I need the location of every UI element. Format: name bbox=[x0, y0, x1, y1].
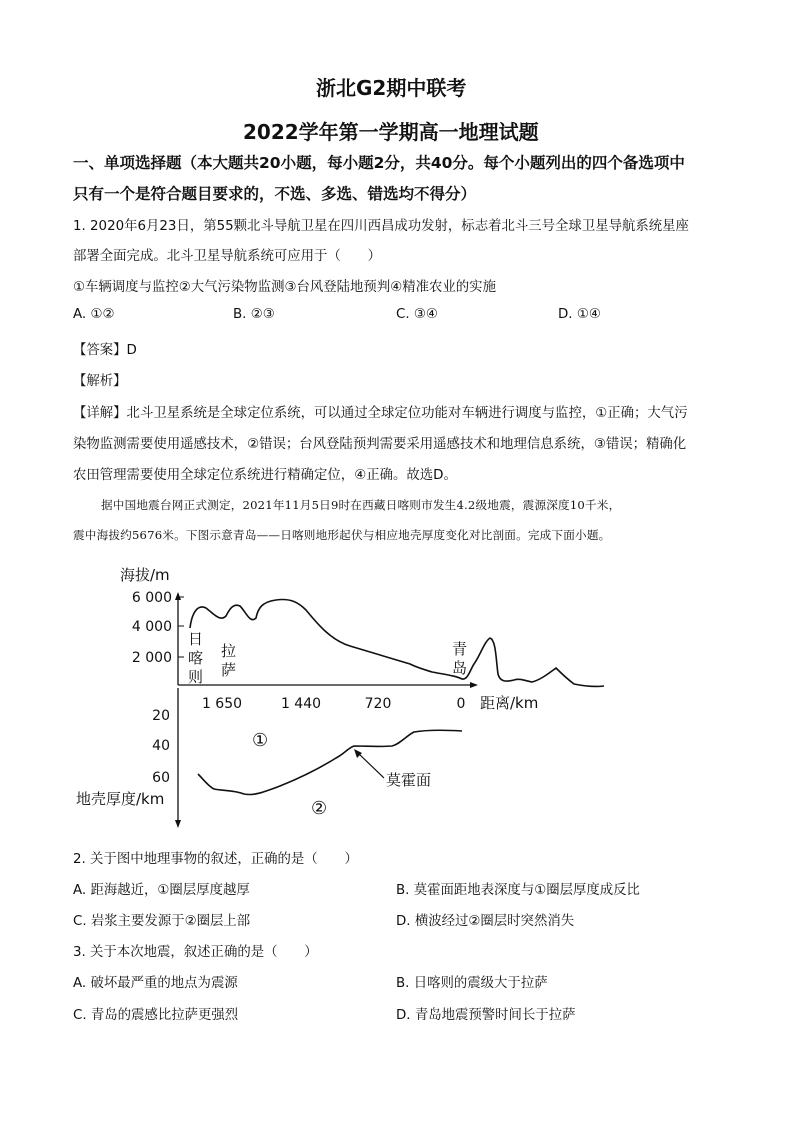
x-tick-0: 0 bbox=[456, 696, 466, 712]
label-qingdao-2: 岛 bbox=[452, 659, 468, 677]
moho-label: 莫霍面 bbox=[386, 771, 432, 789]
label-qingdao-1: 青 bbox=[452, 640, 468, 658]
x-tick-720: 720 bbox=[364, 696, 392, 712]
label-qingdao bbox=[452, 640, 467, 677]
q3-option-c: C. 青岛的震感比拉萨更强烈 bbox=[73, 1008, 239, 1023]
q3-option-a: A. 破坏最严重的地点为震源 bbox=[73, 976, 238, 991]
upper-y-tick-4000: 4 000 bbox=[131, 619, 172, 635]
exam-subtitle: 2022学年第一学期高一地理试题 bbox=[243, 120, 539, 144]
q1-option-c: C. ③④ bbox=[396, 307, 438, 322]
material-line1: 据中国地震台网正式测定，2021年11月5日9时在西藏日喀则市发生4.2级地震，震源深度10千米， bbox=[101, 498, 621, 512]
section-heading-line1: 一、单项选择题（本大题共20小题，每小题2分，共40分。每个小题列出的四个备选项中 bbox=[73, 154, 685, 172]
upper-y-axis-arrow bbox=[175, 592, 181, 600]
q3-option-b: B. 日喀则的震级大于拉萨 bbox=[396, 976, 548, 991]
label-lasa-2: 萨 bbox=[221, 661, 237, 679]
moho-pointer-arrowhead bbox=[354, 749, 362, 758]
q1-statements: ①车辆调度与监控②大气污染物监测③台风登陆地预判④精准农业的实施 bbox=[73, 280, 496, 295]
profile-chart bbox=[0, 560, 794, 840]
q2-option-c: C. 岩浆主要发源于②圈层上部 bbox=[73, 914, 251, 929]
upper-y-label: 海拔/m bbox=[120, 566, 170, 584]
x-axis-label: 距离/km bbox=[480, 694, 539, 712]
x-tick-1440: 1 440 bbox=[280, 696, 322, 712]
label-rikaze bbox=[188, 630, 203, 686]
q3-option-d: D. 青岛地震预警时间长于拉萨 bbox=[396, 1008, 576, 1023]
label-rikaze-3: 则 bbox=[188, 668, 204, 686]
q1-option-b: B. ②③ bbox=[233, 307, 275, 322]
terrain-profile-line bbox=[190, 599, 604, 686]
q2-option-d: D. 横波经过②圈层时突然消失 bbox=[396, 914, 575, 929]
q1-stem-line2: 部署全面完成。北斗卫星导航系统可应用于（ ） bbox=[73, 249, 381, 264]
q1-option-a: A. ①② bbox=[73, 307, 115, 322]
q1-stem-line1: 1. 2020年6月23日，第55颗北斗导航卫星在四川西昌成功发射，标志着北斗三号全球卫星导航系统星座 bbox=[73, 219, 689, 234]
lower-y-axis-arrow bbox=[175, 820, 181, 828]
lower-y-tick-20: 20 bbox=[152, 708, 170, 724]
lower-y-tick-40: 40 bbox=[152, 738, 170, 754]
q1-detail-line1: 【详解】北斗卫星系统是全球定位系统，可以通过全球定位功能对车辆进行调度与监控，①正确；大气污 bbox=[73, 406, 688, 421]
q2-option-a: A. 距海越近，①圈层厚度越厚 bbox=[73, 883, 250, 898]
lower-y-label: 地壳厚度/km bbox=[76, 790, 165, 808]
q1-analysis-label: 【解析】 bbox=[73, 374, 127, 389]
label-lasa bbox=[221, 642, 236, 679]
moho-pointer bbox=[358, 753, 384, 778]
label-rikaze-2: 喀 bbox=[188, 649, 204, 667]
q2-stem: 2. 关于图中地理事物的叙述，正确的是（ ） bbox=[73, 852, 358, 867]
q1-option-d: D. ①④ bbox=[558, 307, 601, 322]
exam-title: 浙北G2期中联考 bbox=[316, 76, 467, 100]
q1-detail-line2: 染物监测需要使用遥感技术，②错误；台风登陆预判需要采用遥感技术和地理信息系统，③错误；精确化 bbox=[73, 437, 687, 452]
q2-option-b: B. 莫霍面距地表深度与①圈层厚度成反比 bbox=[396, 883, 640, 898]
q1-answer: 【答案】D bbox=[73, 343, 137, 358]
q1-detail-line3: 农田管理需要使用全球定位系统进行精确定位，④正确。故选D。 bbox=[73, 468, 457, 483]
upper-y-tick-2000: 2 000 bbox=[131, 650, 172, 666]
section-heading-line2: 只有一个是符合题目要求的，不选、多选、错选均不得分） bbox=[73, 185, 477, 203]
layer-1-label: ① bbox=[252, 730, 269, 751]
label-rikaze-1: 日 bbox=[188, 630, 204, 648]
layer-2-label: ② bbox=[311, 798, 328, 819]
label-lasa-1: 拉 bbox=[221, 642, 237, 660]
q3-stem: 3. 关于本次地震，叙述正确的是（ ） bbox=[73, 945, 318, 960]
material-line2: 震中海拔约5676米。下图示意青岛——日喀则地形起伏与相应地壳厚度变化对比剖面。完成下面小题。 bbox=[73, 528, 611, 542]
x-tick-1650: 1 650 bbox=[201, 696, 243, 712]
upper-x-axis-arrow bbox=[470, 682, 478, 688]
lower-y-tick-60: 60 bbox=[152, 770, 170, 786]
upper-y-tick-6000: 6 000 bbox=[131, 590, 172, 606]
